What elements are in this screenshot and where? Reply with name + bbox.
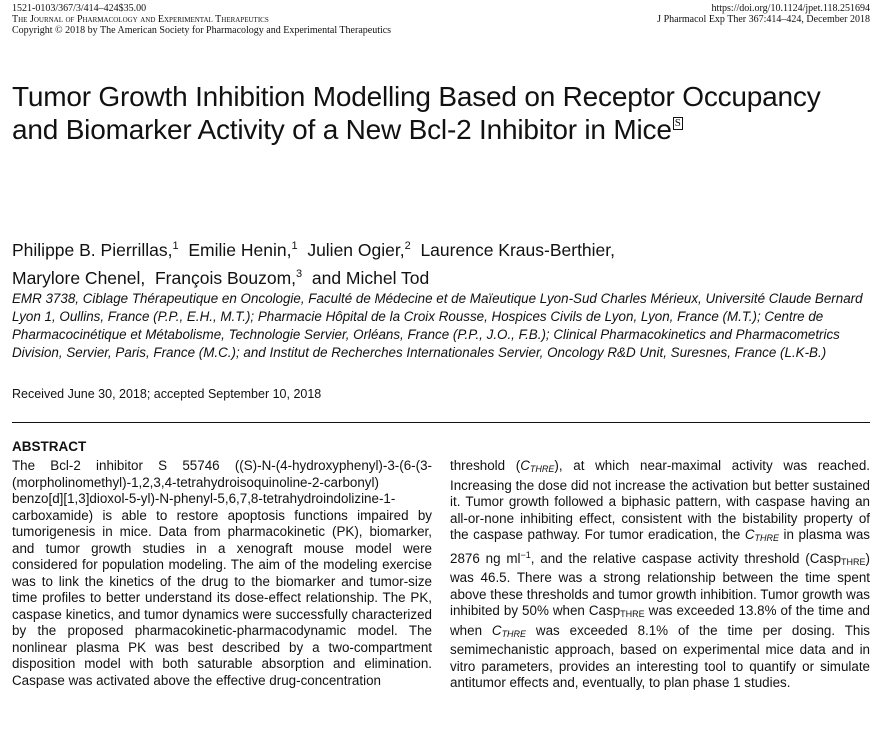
author: Julien Ogier,$^2$ xyxy=(307,239,411,260)
issn-price: 1521-0103/367/3/414–424$35.00 xyxy=(12,3,147,14)
author: François Bouzom,$^3$ xyxy=(154,267,303,288)
affiliations: EMR 3738, Ciblage Thérapeutique en Oncologie, Faculté de Médecine et de Maïeutique Lyon-Sud Charles Mérieux, Université Claude Bernard Lyon 1, Oullins, France (P.P., E.H., M.T.); Pharmacie Hôpital de la Croix Rousse, Hospices Civils de Lyon, Lyon, France (M.T.); Centre de Pharmacocinétique et Métabolisme, Technologie Servier, Orléans, France (P.P., J.O., F.B.); Clinical Pharmacokinetics and Pharmacometrics Division, Servier, Paris, France (M.C.); and Institut de Recherches Internationales Servier, Oncology R&D Unit, Suresnes, France (L.K-B.) xyxy=(12,291,863,360)
doi-link[interactable]: https://doi.org/10.1124/jpet.118.251694 xyxy=(711,3,870,14)
abstract-heading: ABSTRACT xyxy=(12,439,87,454)
author: Marylore Chenel, xyxy=(12,267,146,288)
copyright-line: Copyright © 2018 by The American Society for Pharmacology and Experimental Therapeutics xyxy=(12,25,392,36)
article-title xyxy=(12,80,872,146)
author-list xyxy=(12,234,872,290)
author: Emilie Henin,$^1$ xyxy=(188,239,298,260)
supplemental-data-icon[interactable]: S xyxy=(674,117,681,129)
abstract-column-left: The Bcl-2 inhibitor S 55746 ((S)-N-(4-hydroxyphenyl)-3-(6-(3-(morpholinomethyl)-1,2,3,4-tetrahydroisoquinoline-2-carbonyl) benzo[d][1,3]dioxol-5-yl)-N-phenyl-5,6,7,8-tetrahydroindolizine-1-carboxamide) is able to restore apoptosis functions impaired by tumorigenesis in mice. Data from pharmacokinetic (PK), biomarker, and tumor growth studies in a xenograft mouse model were considered for population modeling. The aim of the modeling exercise was to link the kinetics of the drug to the biomarker and tumor-size time profiles to better understand its dose-effect relationship. The PK, caspase kinetics, and tumor dynamics were successfully characterized by the proposed pharmacokinetic-pharmacodynamic model. The nonlinear plasma PK was best described by a two-compartment disposition model with both saturable absorption and elimination. Caspase was activated above the effective drug-concentration xyxy=(12,458,432,688)
journal-name: The Journal of Pharmacology and Experimental Therapeutics xyxy=(12,14,269,25)
abstract-column-right: threshold $(C_{THRE})$, at which near-maximal activity was reached. Increasing the dose did not increase the activation but better sustained it. Tumor growth followed a biphasic pattern, with caspase having an all-or-none inhibiting effect, consistent with the bistability property of the caspase pathway. For tumor eradication, the $C_{THRE}$ in plasma was 2876 ng $ml^{-1}$, and the relative caspase activity threshold (Casp$_{THRE}$) was 46.5. There was a strong relationship between the time spent above these thresholds and tumor growth inhibition. Tumor growth was inhibited by 50% when Casp$_{THRE}$ was exceeded 13.8% of the time and when $C_{THRE}$ was exceeded 8.1% of the time per dosing. This semimechanistic approach, based on experimental mice data and in vitro parameters, provides an interesting tool to quantify or simulate antitumor effects and, eventually, to plan phase 1 studies. xyxy=(450,458,870,690)
section-divider xyxy=(12,422,870,423)
article-title-text: Tumor Growth Inhibition Modelling Based on Receptor Occupancy and Biomarker Activity of a New Bcl-2 Inhibitor in Mice xyxy=(12,81,821,145)
citation-line: J Pharmacol Exp Ther 367:414–424, December 2018 xyxy=(657,14,870,25)
author: Philippe B. Pierrillas,$^1$ xyxy=(12,239,179,260)
author: Laurence Kraus-Berthier, xyxy=(420,239,616,260)
author: and Michel Tod xyxy=(311,267,430,288)
running-header-right xyxy=(657,3,870,25)
running-header-left xyxy=(12,3,391,36)
received-dates: Received June 30, 2018; accepted September 10, 2018 xyxy=(12,387,322,401)
